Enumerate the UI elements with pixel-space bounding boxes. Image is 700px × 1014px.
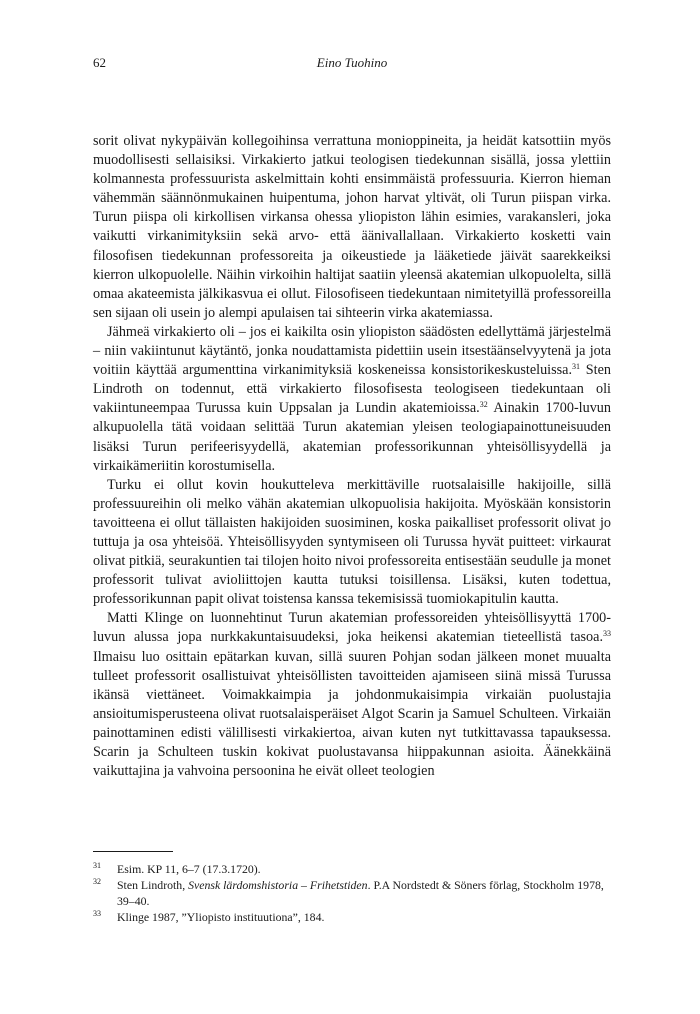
footnote-text-plain: . P.A Nordstedt & Söners förlag, Stockholm 1978, 39–40.	[117, 878, 604, 908]
paragraph-2	[93, 323, 611, 476]
footnote-ref-32[interactable]: 32	[479, 400, 488, 410]
paragraph-3: Turku ei ollut kovin houkutteleva merkittäville ruotsalaisille hakijoille, sillä professuureihin oli melko vähän akatemian ulkopuolisia hakijoita. Myöskään konsistorin tavoitteena ei ollut tällaisten hakijoiden suosiminen, koska paikalliset professorit olivat jo tuttuja ja osa yhteisöä. Yhteisöllisyyden syntymiseen oli Turussa hyvät puitteet: virkaurat olivat pitkiä, seurakuntien tai tilojen hoito nivoi professoreita entisestään seudulle ja monet professorit tulivat avioliittojen kautta tutuksi toisillensa. Lisäksi, kuten todettua, professorikunnan papit olivat toistensa kanssa tekemisissä tuomiokapitulin kautta.	[93, 476, 611, 608]
footnote-book-title: Svensk lärdomshistoria – Frihetstiden	[188, 878, 368, 892]
footnote-ref-33[interactable]: 33	[603, 629, 611, 639]
footnote-text	[117, 909, 611, 925]
footnote-text	[117, 877, 611, 909]
footnote-text	[117, 861, 611, 877]
footnote-31	[93, 861, 611, 877]
paragraph-2-text-b: Sten Lindroth on todennut, että virkakierto filosofisesta teologiseen tiedekuntaan oli vakiintuneempaa Turussa kuin Uppsalan ja Lundin akatemioissa.	[93, 362, 611, 417]
footnote-number: 31	[93, 861, 101, 870]
footnote-text-plain: Klinge 1987, ”Yliopisto instituutiona”, 184.	[117, 910, 325, 924]
footnote-number: 32	[93, 877, 101, 886]
footnote-ref-31[interactable]: 31	[572, 362, 580, 372]
footnote-33	[93, 909, 611, 925]
paragraph-1: sorit olivat nykypäivän kollegoihinsa verrattuna monioppineita, ja heidät katsottiin myös muodollisesti sellaisiksi. Virkakierto jatkui teologisen tiedekunnan sisällä, jossa ylettiin kolmannesta professuurista askelmittain kohti ensimmäistä professuuria. Kierron hieman vähemmän säännönmukainen huipentuma, johon harvat yltivät, oli Turun piispan virka. Turun piispa oli kirkollisen virkansa ohessa yliopiston lähin esimies, varakansleri, joka vaikutti virkanimityksiin sekä arvo- että äänivallallaan. Virkakierto kosketti vain filosofisen tiedekunnan professoreita ja oikeustiede ja lääketiede jäivät saarekkeiksi kierron ulkopuolelle. Näihin virkoihin haltijat saatiin yleensä akatemian ulkopuolelta, sillä omaa akateemista jälkikasvua ei ollut. Filosofiseen tiedekuntaan nimitetyillä professoreilla sen sijaan oli usein jo alempi apulaisen tai sihteerin virka akatemiassa.	[93, 133, 611, 321]
page-number: 62	[93, 55, 106, 70]
footnote-text-plain: Esim. KP 11, 6–7 (17.3.1720).	[117, 862, 261, 876]
footnote-divider	[93, 851, 173, 852]
paragraph-4-text-a: Matti Klinge on luonnehtinut Turun akatemian professoreiden yhteisöllisyyttä 1700-luvun alussa jopa nurkkakuntaisuudeksi, joka heikensi akatemian tieteellistä tasoa.	[93, 610, 611, 646]
footnotes	[93, 861, 611, 925]
paragraph-4-text-b: Ilmaisu luo osittain epätarkan kuvan, sillä suuren Pohjan sodan jälkeen monet muualta tulleet professorit osallistuivat yhteisöllisten tavoitteiden ajamiseen siinä missä Turussa ikänsä viettäneet. Voimakkaimpia ja johdonmukaisimpia virkaiän puolustajia ansioitumisperusteena olivat ruotsalaisperäiset Algot Scarin ja Samuel Schulteen. Virkaiän painottaminen edisti välillisesti virkakiertoa, aivan kuten nyt tutkittavassa tapauksessa. Scarin ja Schulteen tuskin kokivat puolustavansa hiippakunnan asioita. Äänekkäinä vaikuttajina ja vahvoina persoonina he eivät olleet teologien	[93, 648, 611, 780]
footnote-number: 33	[93, 909, 101, 918]
paragraph-4	[93, 609, 611, 781]
footnote-text-plain: Sten Lindroth,	[117, 878, 189, 892]
paragraph-2-text-c: Ainakin 1700-luvun alkupuolella tätä voidaan selittää Turun akatemian yleisen teologiapainottuneisuuden lisäksi Turun perifeerisyydellä, akatemian professorikunnan yhteisöllisyydellä ja virkaikämeriitin korostumisella.	[93, 400, 611, 474]
footnote-32	[93, 877, 611, 909]
body-text	[93, 132, 611, 781]
paragraph-2-text-a: Jähmeä virkakierto oli – jos ei kaikilta osin yliopiston säädösten edellyttämä järjestelmä – niin vakiintunut käytäntö, jonka noudattamista pidettiin usein itsestäänselvyytenä ja jota voitiin käyttää argumenttina virkanimityksiä koskeneissa konsistorikeskusteluissa.	[93, 323, 611, 379]
running-head: Eino Tuohino	[316, 55, 388, 70]
page-header	[93, 55, 611, 75]
